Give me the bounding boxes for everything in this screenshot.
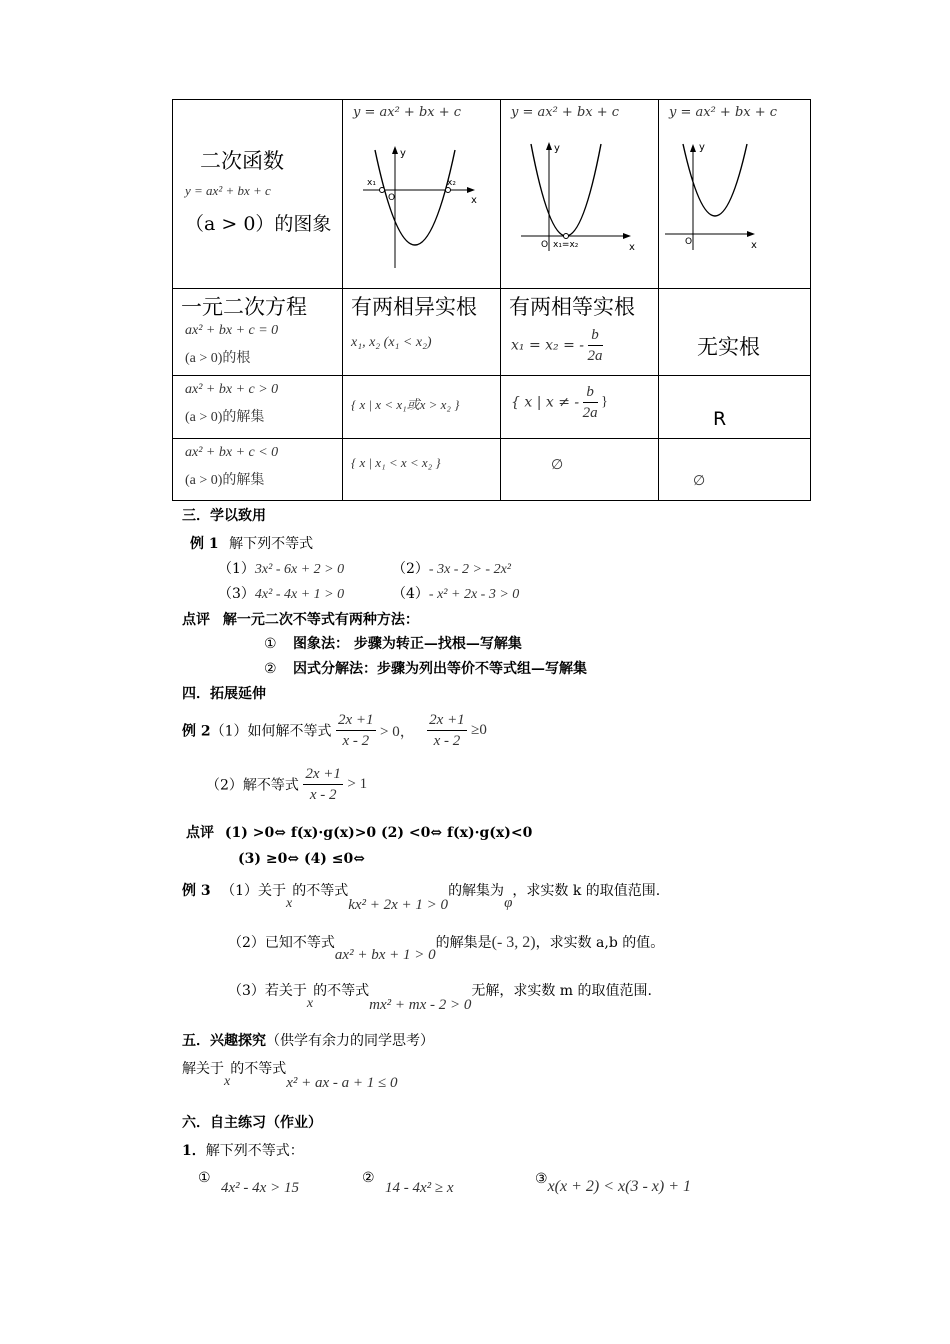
x-axis-arrow (747, 231, 755, 237)
graph-cell-double-root (501, 100, 659, 289)
positive-solution-set: { x | x < x₁或x > x₂ } (351, 397, 460, 412)
problem-formula: - 3x - 2 > - 2x² (428, 562, 511, 577)
problem-3 (218, 583, 344, 603)
fraction-numerator: 2x +1 (336, 710, 376, 731)
equal-roots-formula (511, 325, 603, 366)
distinct-roots-formula: x₁, x₂ (x₁ < x₂) (351, 335, 432, 350)
method-1 (264, 633, 522, 653)
empty-set: ∅ (693, 474, 706, 489)
parabola-two-roots-graph (363, 140, 483, 270)
fraction-denominator: x - 2 (342, 733, 370, 749)
item-number: ② (362, 1170, 375, 1186)
interval: (- 3, 2) (491, 934, 536, 951)
comment-label: 点评 (182, 612, 210, 628)
table-row-positive-set (173, 376, 811, 439)
problem-number: （1） (218, 561, 255, 577)
method-text: 因式分解法：步骤为列出等价不等式组—写解集 (293, 661, 588, 677)
equal-roots-fraction (588, 325, 603, 366)
root-label-x1: x₁ (367, 178, 376, 188)
inequality-formula: x² + ax - a + 1 ≤ 0 (286, 1075, 398, 1091)
section-5-note: （供学有余力的同学思考） (266, 1033, 434, 1049)
graph-cell-no-root (659, 100, 811, 289)
problem-formula: 3x² - 6x + 2 > 0 (254, 562, 345, 577)
inequality-negative-condition: (a > 0)的解集 (185, 473, 265, 488)
origin-label: O (388, 193, 396, 203)
graph-header-formula: y = ax² + bx + c (353, 105, 462, 120)
fraction-denominator: 2a (582, 405, 598, 421)
row-title-equation: 一元二次方程 (181, 295, 307, 319)
fraction (336, 710, 376, 751)
section-5-heading-line (182, 1030, 434, 1050)
variable-x: x (306, 996, 314, 1011)
example-text: （3）若关于 (228, 983, 307, 999)
comment-label: 点评 (186, 825, 214, 841)
equation-condition: (a > 0)的根 (185, 351, 251, 366)
fraction-numerator: 2x +1 (303, 764, 343, 785)
all-reals-set: R (713, 408, 727, 430)
problem-text: 的不等式 (230, 1061, 287, 1077)
comment-text: 解一元二次不等式有两种方法： (222, 612, 419, 628)
row-label-equation (173, 289, 343, 376)
root-label-x2: x₂ (447, 178, 456, 188)
graph-cell-two-roots (343, 100, 501, 289)
comment-2 (186, 822, 532, 842)
inequality-positive-formula: ax² + bx + c > 0 (185, 382, 279, 397)
quadratic-summary-table (172, 99, 811, 501)
no-real-roots: 无实根 (697, 335, 760, 359)
equation-formula: ax² + bx + c = 0 (185, 323, 279, 338)
problem-4 (392, 583, 519, 603)
example-text: 的解集为 (448, 883, 505, 899)
inequality-positive-condition: (a > 0)的解集 (185, 410, 265, 425)
inequality-formula: mx² + mx - 2 > 0 (369, 997, 472, 1013)
section-5-problem (182, 1058, 398, 1091)
section-5-heading: 五．兴趣探究 (182, 1033, 266, 1049)
table-row-negative-set (173, 439, 811, 501)
fraction-numerator: b (583, 382, 598, 403)
item-formula: 14 - 4x² ≥ x (385, 1180, 454, 1196)
example-text: 的不等式 (292, 883, 349, 899)
set-rhs: } (601, 394, 608, 410)
root-x1-point (380, 188, 385, 193)
item-number: ① (198, 1170, 211, 1186)
function-formula: y = ax² + bx + c (185, 183, 271, 198)
origin-label: O (685, 237, 693, 247)
example-text: 无解，求实数 m 的取值范围. (471, 983, 652, 999)
phi-symbol: φ (504, 895, 513, 911)
fraction-denominator: x - 2 (309, 787, 337, 803)
inequality-formula: ax² + bx + 1 > 0 (334, 947, 436, 963)
relation-gt1: > 1 (347, 776, 368, 792)
comment-2-line-2: (3) ≥0⇔ (4) ≤0⇔ (238, 851, 366, 867)
exercise-1-item-1 (198, 1170, 299, 1196)
positive-solution-set-excluding (511, 382, 608, 423)
relation-ge0: ≥0 (471, 722, 487, 738)
negative-set-no-root (659, 439, 811, 501)
problem-number: （2） (392, 561, 429, 577)
example-3-part-1 (182, 880, 661, 913)
problem-number: （3） (218, 586, 255, 602)
item-formula: 4x² - 4x > 15 (221, 1180, 299, 1196)
roots-cell-none (659, 289, 811, 376)
axis-label-y: y (400, 148, 406, 159)
fraction-denominator: 2a (587, 348, 603, 364)
set-lhs: { x | x ≠ - (511, 394, 580, 411)
graph-header-formula: y = ax² + bx + c (511, 105, 620, 120)
positive-set-two-roots (343, 376, 501, 439)
negative-solution-set: { x | x₁ < x < x₂ } (351, 455, 441, 470)
positive-set-double-root (501, 376, 659, 439)
exercise-1-item-2 (362, 1170, 454, 1196)
distinct-roots-title: 有两相异实根 (351, 295, 477, 319)
method-2 (264, 658, 587, 678)
origin-label: O (541, 240, 549, 250)
row-label-negative (173, 439, 343, 501)
section-6-heading: 六．自主练习（作业） (182, 1115, 322, 1131)
graph-header-formula: y = ax² + bx + c (669, 105, 778, 120)
roots-cell-distinct (343, 289, 501, 376)
root-x2-point (446, 188, 451, 193)
example-text: 解下列不等式 (229, 536, 314, 552)
row-label-positive (173, 376, 343, 439)
fraction-numerator: 2x +1 (427, 710, 467, 731)
problem-formula: - x² + 2x - 3 > 0 (428, 587, 520, 602)
axis-label-x: x (751, 240, 757, 251)
example-text: （1）如何解不等式 (210, 723, 332, 740)
axis-label-y: y (699, 142, 705, 153)
example-text: 的解集是 (435, 935, 492, 951)
example-3-part-2 (228, 932, 665, 963)
parabola-curve (375, 150, 455, 245)
method-number: ① (264, 636, 277, 652)
problem-text: 解关于 (182, 1061, 224, 1077)
y-axis-arrow (690, 144, 696, 152)
item-number: ③ (535, 1171, 548, 1187)
problem-2 (392, 558, 511, 578)
example-3-part-3 (228, 980, 652, 1013)
example-text: （2）已知不等式 (228, 935, 335, 951)
parabola-double-root-graph (519, 136, 644, 256)
fraction (303, 764, 343, 805)
positive-set-no-root (659, 376, 811, 439)
y-axis-arrow (392, 146, 398, 154)
exercise-1 (182, 1140, 304, 1160)
example-text: ，求实数 k 的取值范围. (512, 883, 661, 899)
comment-1 (182, 609, 419, 629)
example-text: ，求实数 a,b 的值。 (535, 935, 665, 951)
equal-roots-title: 有两相等实根 (509, 295, 635, 319)
example-label: 例 2 (182, 723, 211, 740)
negative-set-double-root (501, 439, 659, 501)
fraction-denominator: x - 2 (433, 733, 461, 749)
problem-1 (218, 558, 344, 578)
double-root-point (564, 234, 569, 239)
item-formula: x(x + 2) < x(3 - x) + 1 (547, 1178, 691, 1195)
problem-number: （4） (392, 586, 429, 602)
parabola-no-root-graph (663, 138, 798, 253)
condition-graph: （a > 0）的图象 (185, 213, 332, 235)
roots-cell-equal (501, 289, 659, 376)
example-label: 例 3 (182, 883, 211, 899)
example-text: （2）解不等式 (206, 777, 299, 794)
table-row-graphs (173, 100, 811, 289)
method-text: 图象法： 步骤为转正—找根—写解集 (293, 636, 522, 652)
problem-formula: 4x² - 4x + 1 > 0 (254, 587, 345, 602)
axis-label-x: x (471, 195, 477, 206)
axis-label-x: x (629, 242, 635, 253)
fraction (427, 710, 467, 751)
comment-text: (1) >0⇔ f(x)·g(x)>0 (2) <0⇔ f(x)·g(x)<0 (224, 825, 533, 841)
exercise-number: 1． (182, 1143, 206, 1159)
example-1 (190, 533, 313, 553)
exercise-1-item-3 (535, 1170, 691, 1195)
equal-roots-lhs: x₁ = x₂ = - (511, 337, 585, 354)
row-label-graph (173, 100, 343, 289)
example-text: （1）关于 (221, 883, 286, 899)
set-fraction (583, 382, 598, 423)
exercise-text: 解下列不等式： (205, 1143, 304, 1159)
example-2-part-2 (206, 764, 367, 805)
axis-label-y: y (554, 143, 560, 154)
double-root-label: x₁=x₂ (553, 240, 579, 250)
inequality-formula: kx² + 2x + 1 > 0 (348, 897, 449, 913)
variable-x: x (224, 1074, 231, 1089)
negative-set-two-roots (343, 439, 501, 501)
variable-x: x (286, 896, 293, 911)
table-row-roots (173, 289, 811, 376)
example-2-part-1 (182, 710, 487, 751)
row-title-function: 二次函数 (200, 149, 284, 173)
inequality-negative-formula: ax² + bx + c < 0 (185, 445, 279, 460)
method-number: ② (264, 661, 277, 677)
fraction-numerator: b (588, 325, 603, 346)
example-text: 的不等式 (313, 983, 370, 999)
x-axis-arrow (623, 233, 631, 239)
example-label: 例 1 (190, 536, 219, 552)
empty-set: ∅ (551, 458, 564, 473)
x-axis-arrow (467, 187, 475, 193)
section-3-heading: 三．学以致用 (182, 508, 266, 524)
parabola-curve (531, 144, 601, 236)
y-axis-arrow (546, 142, 552, 150)
relation-gt0: > 0， (379, 724, 415, 740)
section-4-heading: 四．拓展延伸 (182, 686, 266, 702)
